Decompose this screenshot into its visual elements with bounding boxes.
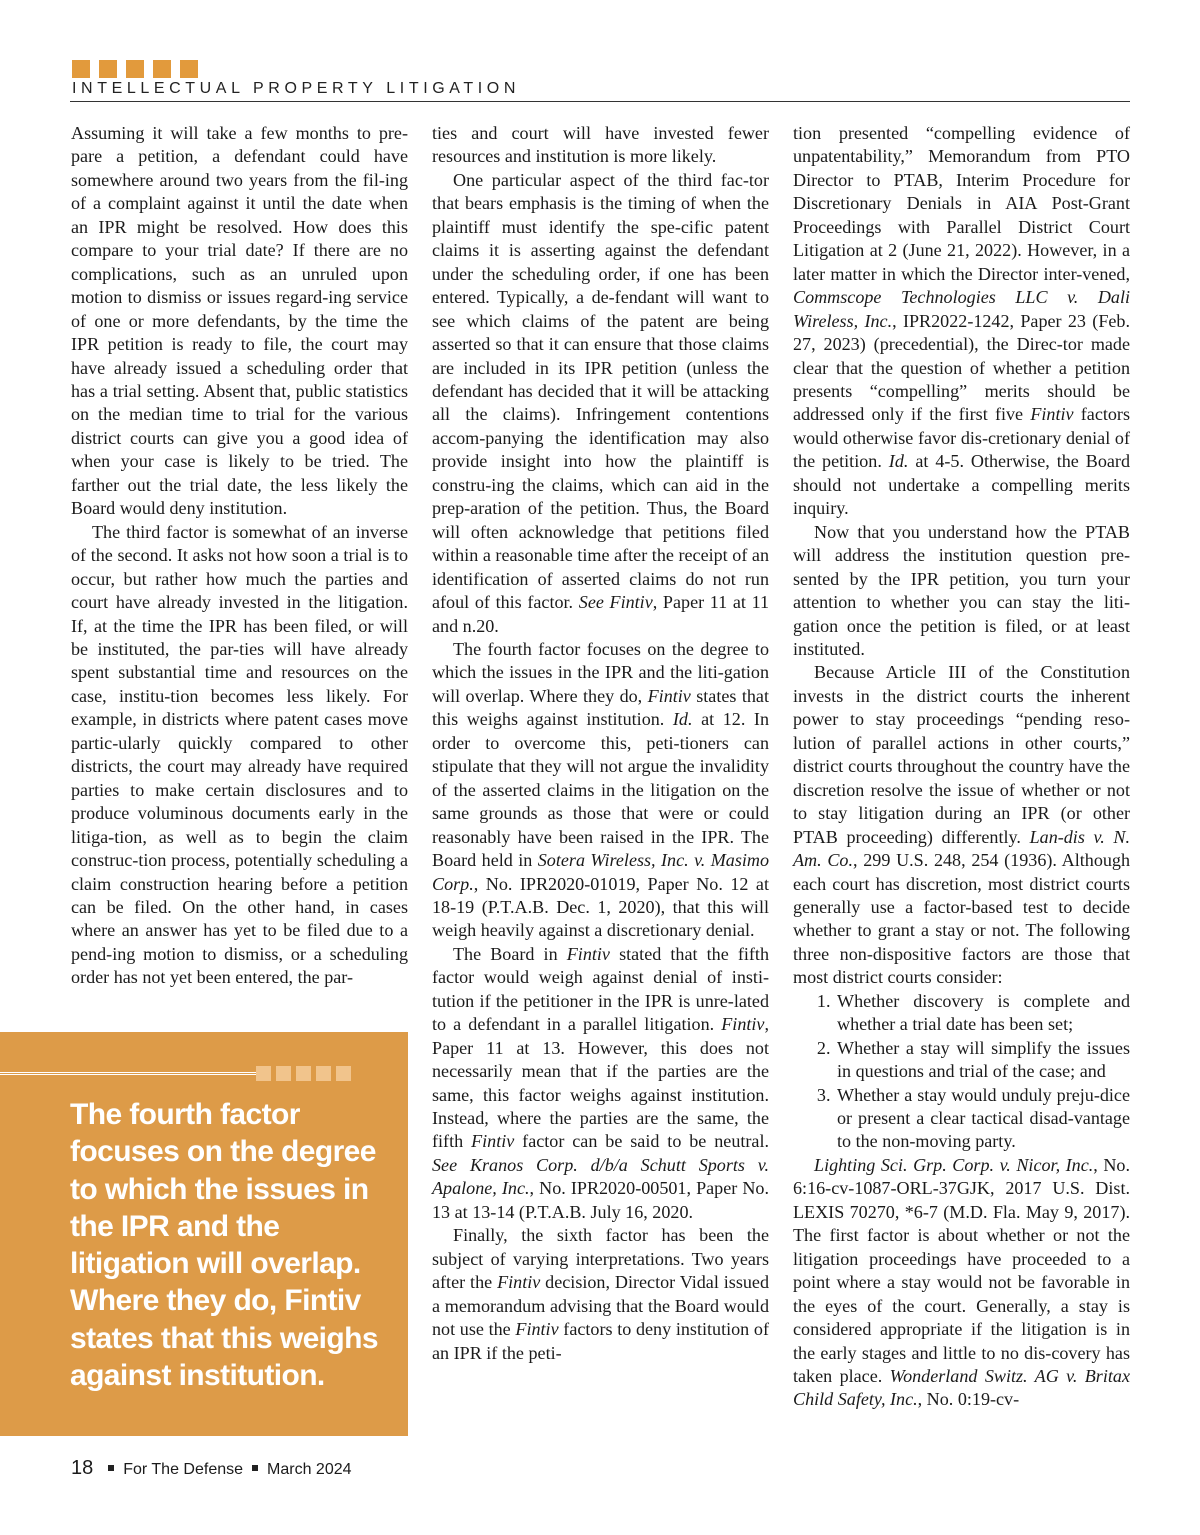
list-item: 3. Whether a stay would unduly preju-dice or present a clear tactical disad-vantage to the non-moving party. bbox=[835, 1084, 1130, 1154]
header-squares-decoration bbox=[72, 60, 198, 78]
publication-name: For The Defense bbox=[123, 1461, 244, 1478]
page-number: 18 bbox=[71, 1457, 94, 1479]
paragraph: Assuming it will take a few months to pre-pare a petition, a defendant could have somewhere around two years from the fil-ing of a complaint against it until the date when an IPR might be resolved. How does this compare to your trial date? If there are no complications, such as an unruled upon motion to dismiss or issues regard-ing service of one or more defendants, by the time the IPR petition is ready to file, the court may have already issued a scheduling order that has a trial setting. Absent that, public statistics on the median time to trial for the various district courts can give you a good idea of when your case is likely to be tried. The farther out the trial date, the less likely the Board would deny institution. bbox=[71, 123, 408, 519]
article-column-left bbox=[71, 122, 408, 990]
pull-quote-text: The fourth factor focuses on the degree to which the issues in the IPR and the litigation will overlap. Where they do, Fintiv states that this weighs against institution. bbox=[70, 1098, 378, 1393]
header-divider bbox=[70, 101, 1130, 102]
page-footer bbox=[71, 1457, 352, 1480]
list-item: 2. Whether a stay will simplify the issues in questions and trial of the case; and bbox=[835, 1037, 1130, 1084]
issue-date: March 2024 bbox=[267, 1461, 352, 1478]
paragraph: Because Article III of the Constitution invests in the district courts the inherent power to stay proceedings “pending reso-lution of parallel actions in other courts,” district courts throughout the country have the discretion resolve the issue of whether or not to stay litigation during an IPR (or other PTAB proceeding) differently. Lan-dis v. N. Am. Co., 299 U.S. 248, 254 (1936). Although each court has discretion, most district courts generally use a factor-based test to decide whether to grant a stay or not. The following three non-dispositive factors are those that most district courts consider: bbox=[793, 662, 1131, 988]
paragraph: Now that you understand how the PTAB will address the institution question pre-sented by the IPR petition, you turn your attention to whether you can stay the liti-gation once the petition is filed, or at least instituted. bbox=[793, 521, 1130, 659]
pull-quote-box bbox=[0, 1032, 408, 1436]
pull-quote-squares-decoration bbox=[256, 1066, 351, 1081]
article-column-right bbox=[793, 122, 1130, 1412]
paragraph: The Board in Fintiv stated that the fifth factor would weigh against denial of insti-tution if the petitioner in the IPR is unre-lated to a defendant in a parallel litigation. Fintiv, Paper 11 at 13. However, this does not necessarily mean that if the parties are the same, this factor weighs against institution. Instead, where the parties are the same, the fifth Fintiv factor can be said to be neutral. See Kranos Corp. d/b/a Schutt Sports v. Apalone, Inc., No. IPR2020-00501, Paper No. 13 at 13-14 (P.T.A.B. July 16, 2020. bbox=[432, 943, 769, 1222]
paragraph: ties and court will have invested fewer resources and institution is more likely. bbox=[432, 123, 769, 167]
factor-list bbox=[793, 990, 1130, 1154]
bullet-separator bbox=[252, 1465, 258, 1471]
paragraph: tion presented “compelling evidence of unpatentability,” Memorandum from PTO Director to PTAB, Interim Procedure for Discretionary Denials in AIA Post-Grant Proceedings with Parallel District Court Litigation at 2 (June 21, 2022). However, in a later matter in which the Director inter-vened, Commscope Technologies LLC v. Dali Wireless, Inc., IPR2022-1242, Paper 23 (Feb. 27, 2023) (precedential), the Direc-tor made clear that the question of whether a petition presents “compelling” merits should be addressed only if the first five Fintiv factors would otherwise favor dis-cretionary denial of the petition. Id. at 4-5. Otherwise, the Board should not undertake a compelling merits inquiry. bbox=[793, 123, 1130, 519]
bullet-separator bbox=[108, 1465, 114, 1471]
paragraph: One particular aspect of the third fac-tor that bears emphasis is the timing of when the plaintiff must identify the spe-cific patent claims it is asserting against the defendant under the scheduling order, if one has been entered. Typically, a de-fendant will want to see which claims of the patent are being asserted so that it can ensure that those claims are included in its IPR petition (unless the defendant has decided that it will be attacking all the claims). Infringement contentions accom-panying the identification may also provide insight into how the plaintiff is constru-ing the claims, which can aid in the prep-aration of the petition. Thus, the Board will often acknowledge that petitions filed within a reasonable time after the receipt of an identification of asserted claims do not run afoul of this factor. See Fintiv, Paper 11 at 11 and n.20. bbox=[432, 169, 770, 636]
paragraph: Lighting Sci. Grp. Corp. v. Nicor, Inc., No. 6:16-cv-1087-ORL-37GJK, 2017 U.S. Dist. LEXIS 70270, *6-7 (M.D. Fla. May 9, 2017). The first factor is about whether or not the litigation proceedings have proceeded to a point where a stay would not be favorable in the eyes of the court. Generally, a stay is considered appropriate if the litigation is in the early stages and little to no dis-covery has taken place. Wonderland Switz. AG v. Britax Child Safety, Inc., No. 0:19-cv- bbox=[793, 1154, 1130, 1410]
pull-quote-rule bbox=[0, 1072, 256, 1075]
article-column-middle bbox=[432, 122, 769, 1365]
list-item: 1. Whether discovery is complete and whether a trial date has been set; bbox=[835, 990, 1130, 1037]
paragraph: The fourth factor focuses on the degree to which the issues in the IPR and the liti-gation will overlap. Where they do, Fintiv states that this weighs against institution. Id. at 12. In order to overcome this, peti-tioners can stipulate that they will not argue the invalidity of the asserted claims in the litigation on the same grounds as those that were or could reasonably have been raised in the IPR. The Board held in Sotera Wireless, Inc. v. Masimo Corp., No. IPR2020-01019, Paper No. 12 at 18-19 (P.T.A.B. Dec. 1, 2020), that this will weigh heavily against a discretionary denial. bbox=[432, 638, 770, 941]
paragraph: Finally, the sixth factor has been the subject of varying interpretations. Two years after the Fintiv decision, Director Vidal issued a memorandum advising that the Board would not use the Fintiv factors to deny institution of an IPR if the peti- bbox=[432, 1225, 769, 1363]
section-title: INTELLECTUAL PROPERTY LITIGATION bbox=[72, 80, 521, 97]
paragraph: The third factor is somewhat of an inverse of the second. It asks not how soon a trial is to occur, but rather how much the parties and court have already invested in the litigation. If, at the time the IPR has been filed, or will be instituted, the par-ties will have already spent substantial time and resources on the case, institu-tion becomes less likely. For example, in districts where patent cases move partic-ularly quickly compared to other districts, the court may already have required parties to make certain disclosures and to produce voluminous documents early in the litiga-tion, as well as to begin the claim construc-tion process, potentially scheduling a claim construction hearing before a petition can be filed. On the other hand, in cases where an answer has yet to be filed due to a pend-ing motion to dismiss, or a scheduling order has not yet been entered, the par- bbox=[71, 521, 408, 988]
